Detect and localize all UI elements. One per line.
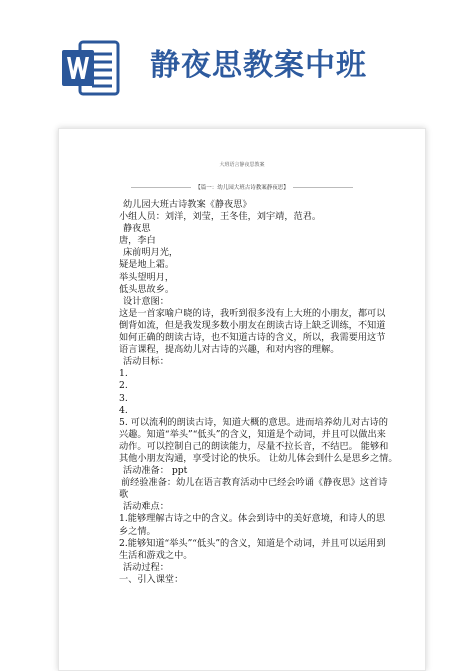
poem-line: 床前明月光，: [123, 247, 179, 259]
text-line: 歌: [119, 489, 129, 501]
section-heading: 设计意图：: [123, 295, 169, 307]
page-header: 大班语言静夜思教案: [219, 162, 265, 168]
text-line: 兴趣。知道“举头”“低头”的含义，知道是个动词，并且可以做出来: [119, 428, 386, 440]
text-line: 乡之情。: [119, 525, 156, 537]
banner: [0, 0, 474, 112]
section-heading: 活动过程：: [123, 561, 169, 573]
document-page: [58, 128, 426, 671]
text-line: 2.能够知道“举头”“低头”的含义，知道是个动词，并且可以运用到: [119, 537, 386, 549]
list-item: 1.: [119, 368, 128, 380]
divider: [293, 187, 353, 188]
poem-line: 举头望明月，: [119, 271, 175, 283]
poem-author: 唐，李白: [119, 235, 156, 247]
text-line: 动作。可以控制自己的朗读能力，尽量不拉长音，不结巴。 能够和: [119, 440, 389, 452]
text-line: 前经验准备：幼儿在语言教育活动中已经会吟诵《静夜思》这首诗: [121, 477, 388, 489]
list-item: 4.: [119, 404, 128, 416]
section-heading: 活动准备： ppt: [123, 465, 188, 477]
text-line: 语言课程，提高幼儿对古诗的兴趣，和对内容的理解。: [119, 344, 340, 356]
text-line: 生活和游戏之中。: [119, 549, 193, 561]
poem-line: 疑是地上霜。: [119, 259, 175, 271]
section-heading: 活动难点：: [123, 501, 169, 513]
list-item: 2.: [119, 380, 128, 392]
banner-title: 静夜思教案中班: [150, 48, 367, 83]
text-line: 1.能够理解古诗之中的含义。体会到诗中的美好意境，和诗人的思: [119, 513, 386, 525]
list-item: 3.: [119, 392, 128, 404]
text-line: 5. 可以流利的朗读古诗，知道大概的意思。进而培养幼儿对古诗的: [119, 416, 388, 428]
text-line: 这是一首家喻户晓的诗，我听到很多没有上大班的小朋友，都可以: [119, 307, 386, 319]
section-tag: [59, 183, 425, 191]
poem-title: 静夜思: [123, 223, 151, 235]
text-line: 小组人员：刘洋，刘莹，王冬佳，刘宇靖，范君。: [119, 211, 322, 223]
divider: [131, 187, 191, 188]
text-line: 倒背如流，但是我发现多数小朋友在朗读古诗上缺乏训练，不知道: [119, 319, 386, 331]
document-body: [119, 199, 409, 586]
poem-line: 低头思故乡。: [119, 283, 175, 295]
section-heading: 一、引入课堂：: [119, 573, 184, 585]
text-line: 如何正确的朗读古诗，也不知道古诗的含义，所以，我需要用这节: [119, 332, 386, 344]
text-line: 其他小朋友沟通，享受讨论的快乐。 让幼儿体会到什么是思乡之情。: [119, 452, 398, 464]
section-tag-text: 【篇一：幼儿园大班古诗教案静夜思】: [195, 185, 289, 191]
word-document-icon: [62, 40, 120, 96]
section-heading: 活动目标：: [123, 356, 169, 368]
document-title: 幼儿园大班古诗教案《静夜思》: [123, 199, 252, 210]
